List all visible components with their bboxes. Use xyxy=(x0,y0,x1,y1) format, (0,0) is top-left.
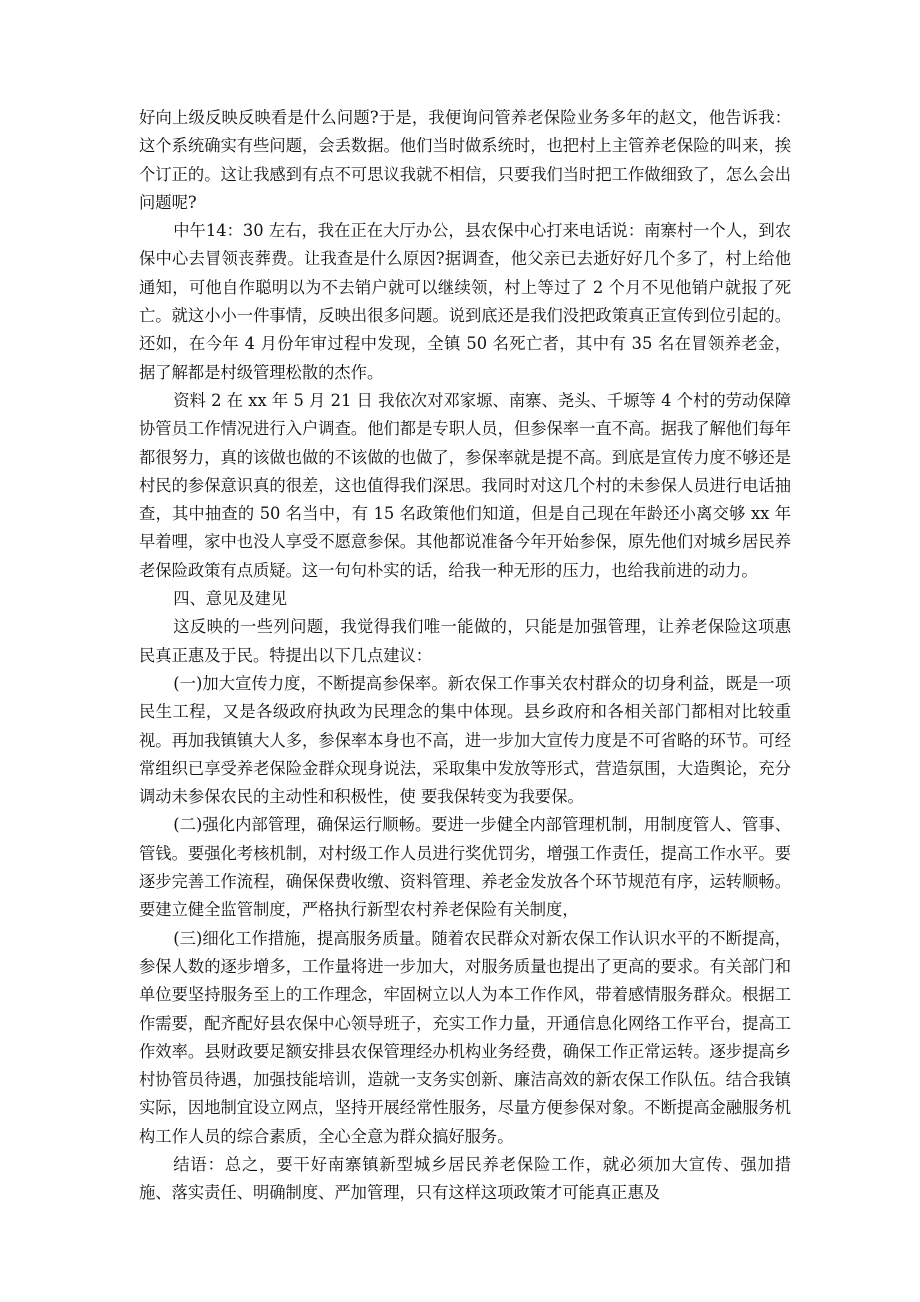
paragraph-5: 这反映的一些列问题，我觉得我们唯一能做的，只能是加强管理，让养老保险这项惠民真正惠及于民。特提出以下几点建议： xyxy=(139,617,791,665)
section-heading: 四、意见及建见 xyxy=(173,589,288,609)
paragraph-3: 资料 2 在 xx 年 5 月 21 日 我依次对邓家塬、南寨、尧头、千塬等 4 个村的劳动保障协管员工作情况进行入户调查。他们都是专职人员，但参保率一直不高。据我了解他们每年都很努力，真的该做也做的不该做的也做了，参保率就是提不高。到底是宣传力度不够还是村民的参保意识真的很差，这也值得我们深思。我同时对这几个村的未参保人员进行电话抽查，其中抽查的 50 名当中，有 15 名政策他们知道，但是自己现在年龄还小离交够 xx 年早着哩，家中也没人享受不愿意参保。其他都说准备今年开始参保，原先他们对城乡居民养老保险政策有点质疑。这一句句朴实的话，给我一种无形的压力，也给我前进的动力。 xyxy=(139,390,791,580)
paragraph-2: 中午14：30 左右，我在正在大厅办公，县农保中心打来电话说：南寨村一个人，到农保中心去冒领丧葬费。让我查是什么原因?据调查，他父亲已去逝好好几个多了，村上给他通知，可他自作聪明以为不去销户就可以继续领，村上等过了 2 个月不见他销户就报了死亡。就这小小一件事情，反映出很多问题。说到底还是我们没把政策真正宣传到位引起的。还如，在今年 4 月份年审过程中发现，全镇 50 名死亡者，其中有 35 名在冒领养老金，据了解都是村级管理松散的杰作。 xyxy=(139,221,791,382)
suggestion-2: (二)强化内部管理，确保运行顺畅。要进一步健全内部管理机制，用制度管人、管事、管钱。要强化考核机制，对村级工作人员进行奖优罚劣，增强工作责任，提高工作水平。要逐步完善工作流程，确保保费收缴、资料管理、养老金发放各个环节规范有序，运转顺畅。要建立健全监管制度，严格执行新型农村养老保险有关制度， xyxy=(139,815,791,920)
suggestion-3: (三)细化工作措施，提高服务质量。随着农民群众对新农保工作认识水平的不断提高，参保人数的逐步增多，工作量将进一步加大，对服务质量也提出了更高的要求。有关部门和单位要坚持服务至上的工作理念，牢固树立以人为本工作作风，带着感情服务群众。根据工作需要，配齐配好县农保中心领导班子，充实工作力量，开通信息化网络工作平台，提高工作效率。县财政要足额安排县农保管理经办机构业务经费，确保工作正常运转。逐步提高乡村协管员待遇，加强技能培训，造就一支务实创新、廉洁高效的新农保工作队伍。结合我镇实际，因地制宜设立网点，坚持开展经常性服务，尽量方便参保对象。不断提高金融服务机构工作人员的综合素质，全心全意为群众搞好服务。 xyxy=(139,928,791,1146)
conclusion-paragraph: 结语：总之，要干好南寨镇新型城乡居民养老保险工作，就必须加大宣传、强加措施、落实责任、明确制度、严加管理，只有这样这项政策才可能真正惠及 xyxy=(139,1154,791,1203)
document-body xyxy=(139,104,791,1208)
paragraph-1: 好向上级反映反映看是什么问题?于是，我便询问管养老保险业务多年的赵文，他告诉我：这个系统确实有些问题，会丢数据。他们当时做系统时，也把村上主管养老保险的叫来，挨个订正的。这让我感到有点不可思议我就不相信，只要我们当时把工作做细致了，怎么会出问题呢? xyxy=(139,108,791,212)
suggestion-1: (一)加大宣传力度，不断提高参保率。新农保工作事关农村群众的切身利益，既是一项民生工程，又是各级政府执政为民理念的集中体现。县乡政府和各相关部门都相对比较重视。再加我镇镇大人多，参保率本身也不高，进一步加大宣传力度是不可省略的环节。可经常组织已享受养老保险金群众现身说法，采取集中发放等形式，营造氛围，大造舆论，充分调动未参保农民的主动性和积极性，使 要我保转变为我要保。 xyxy=(139,673,791,807)
